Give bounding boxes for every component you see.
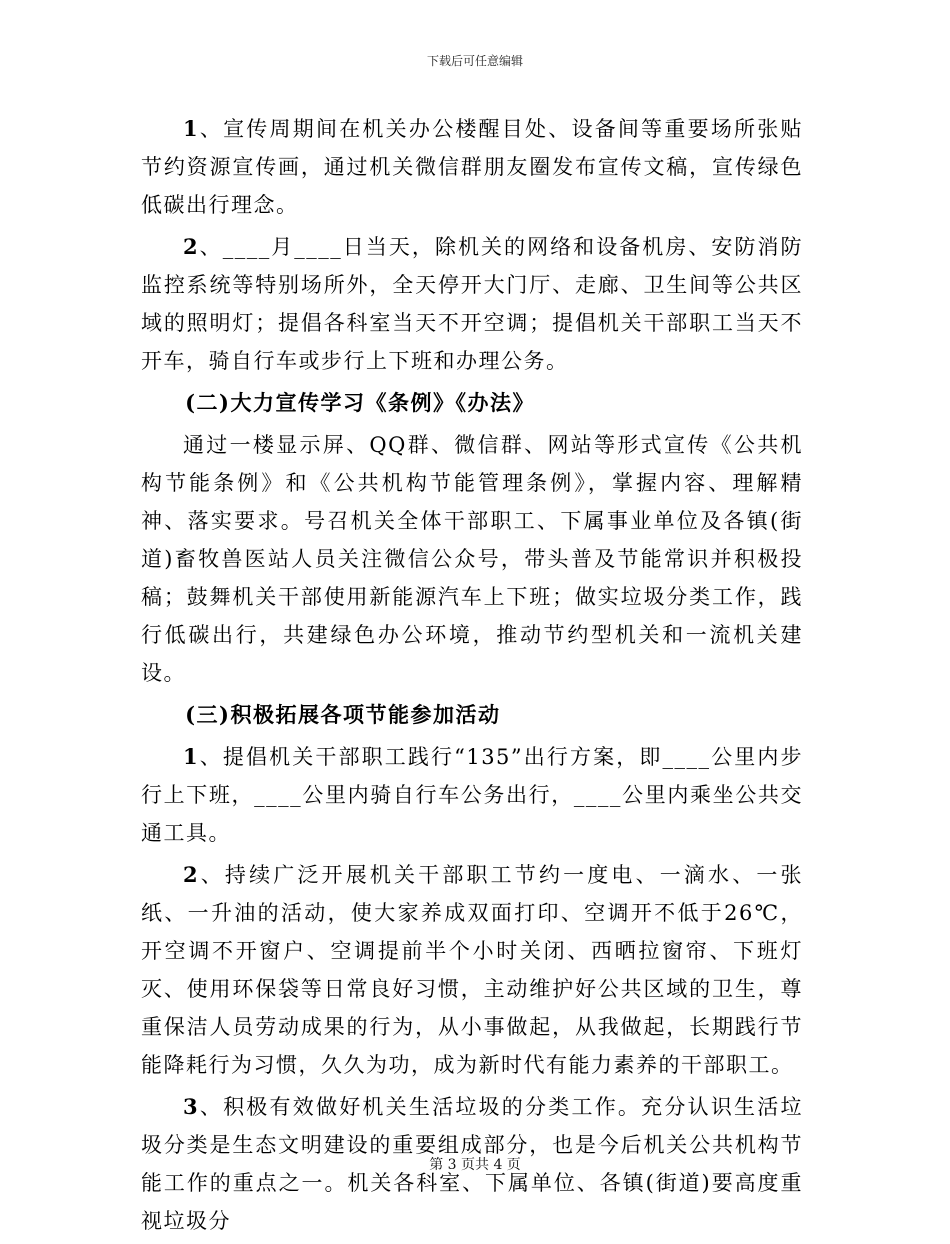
paragraph-promotion: 通过一楼显示屏、QQ群、微信群、网站等形式宣传《公共机构节能条例》和《公共机构节能管理条例》，掌握内容、理解精神、落实要求。号召机关全体干部职工、下属事业单位及各镇(街道)畜牧兽医站人员关注微信公众号，带头普及节能常识并积极投稿；鼓舞机关干部使用新能源汽车上下班；做实垃圾分类工作，践行低碳出行，共建绿色办公环境，推动节约型机关和一流机关建设。: [141, 433, 803, 685]
item-number: 2: [183, 862, 200, 887]
paragraph-item-2-saving: [141, 856, 803, 1084]
page-footer: 第 3 页共 4 页: [429, 1157, 521, 1173]
paragraph-text: 、提倡机关干部职工践行“135”出行方案，即____公里内步行上下班，____公里内骑自行车公务出行，____公里内乘坐公共交通工具。: [141, 745, 803, 845]
item-number: 2: [183, 234, 200, 259]
section-heading-3: (三)积极拓展各项节能参加活动: [185, 702, 501, 727]
paragraph-text: 、持续广泛开展机关干部职工节约一度电、一滴水、一张纸、一升油的活动，使大家养成双面打印、空调开不低于26℃，开空调不开窗户、空调提前半个小时关闭、西晒拉窗帘、下班灯灭、使用环保袋等日常良好习惯，主动维护好公共区域的卫生，尊重保洁人员劳动成果的行为，从小事做起，从我做起，长期践行节能降耗行为习惯，久久为功，成为新时代有能力素养的干部职工。: [141, 863, 803, 1077]
paragraph-text: 、____月____日当天，除机关的网络和设备机房、安防消防监控系统等特别场所外，全天停开大门厅、走廊、卫生间等公共区域的照明灯；提倡各科室当天不开空调；提倡机关干部职工当天不开车，骑自行车或步行上下班和办理公务。: [141, 235, 803, 373]
document-body: [141, 110, 803, 1244]
paragraph-item-2: [141, 228, 803, 380]
paragraph-item-1: [141, 110, 803, 224]
section-heading-2: (二)大力宣传学习《条例》《办法》: [185, 390, 535, 415]
item-number: 1: [183, 116, 200, 141]
page-header: 下载后可任意编辑: [426, 54, 523, 68]
item-number: 1: [183, 744, 200, 769]
paragraph-item-1-travel: [141, 738, 803, 852]
paragraph-text: 、积极有效做好机关生活垃圾的分类工作。充分认识生活垃圾分类是生态文明建设的重要组成部分，也是今后机关公共机构节能工作的重点之一。机关各科室、下属单位、各镇(街道)要高度重视垃圾分: [141, 1095, 803, 1233]
item-number: 3: [183, 1094, 200, 1119]
paragraph-text: 、宣传周期间在机关办公楼醒目处、设备间等重要场所张贴节约资源宣传画，通过机关微信群朋友圈发布宣传文稿，宣传绿色低碳出行理念。: [141, 117, 803, 217]
